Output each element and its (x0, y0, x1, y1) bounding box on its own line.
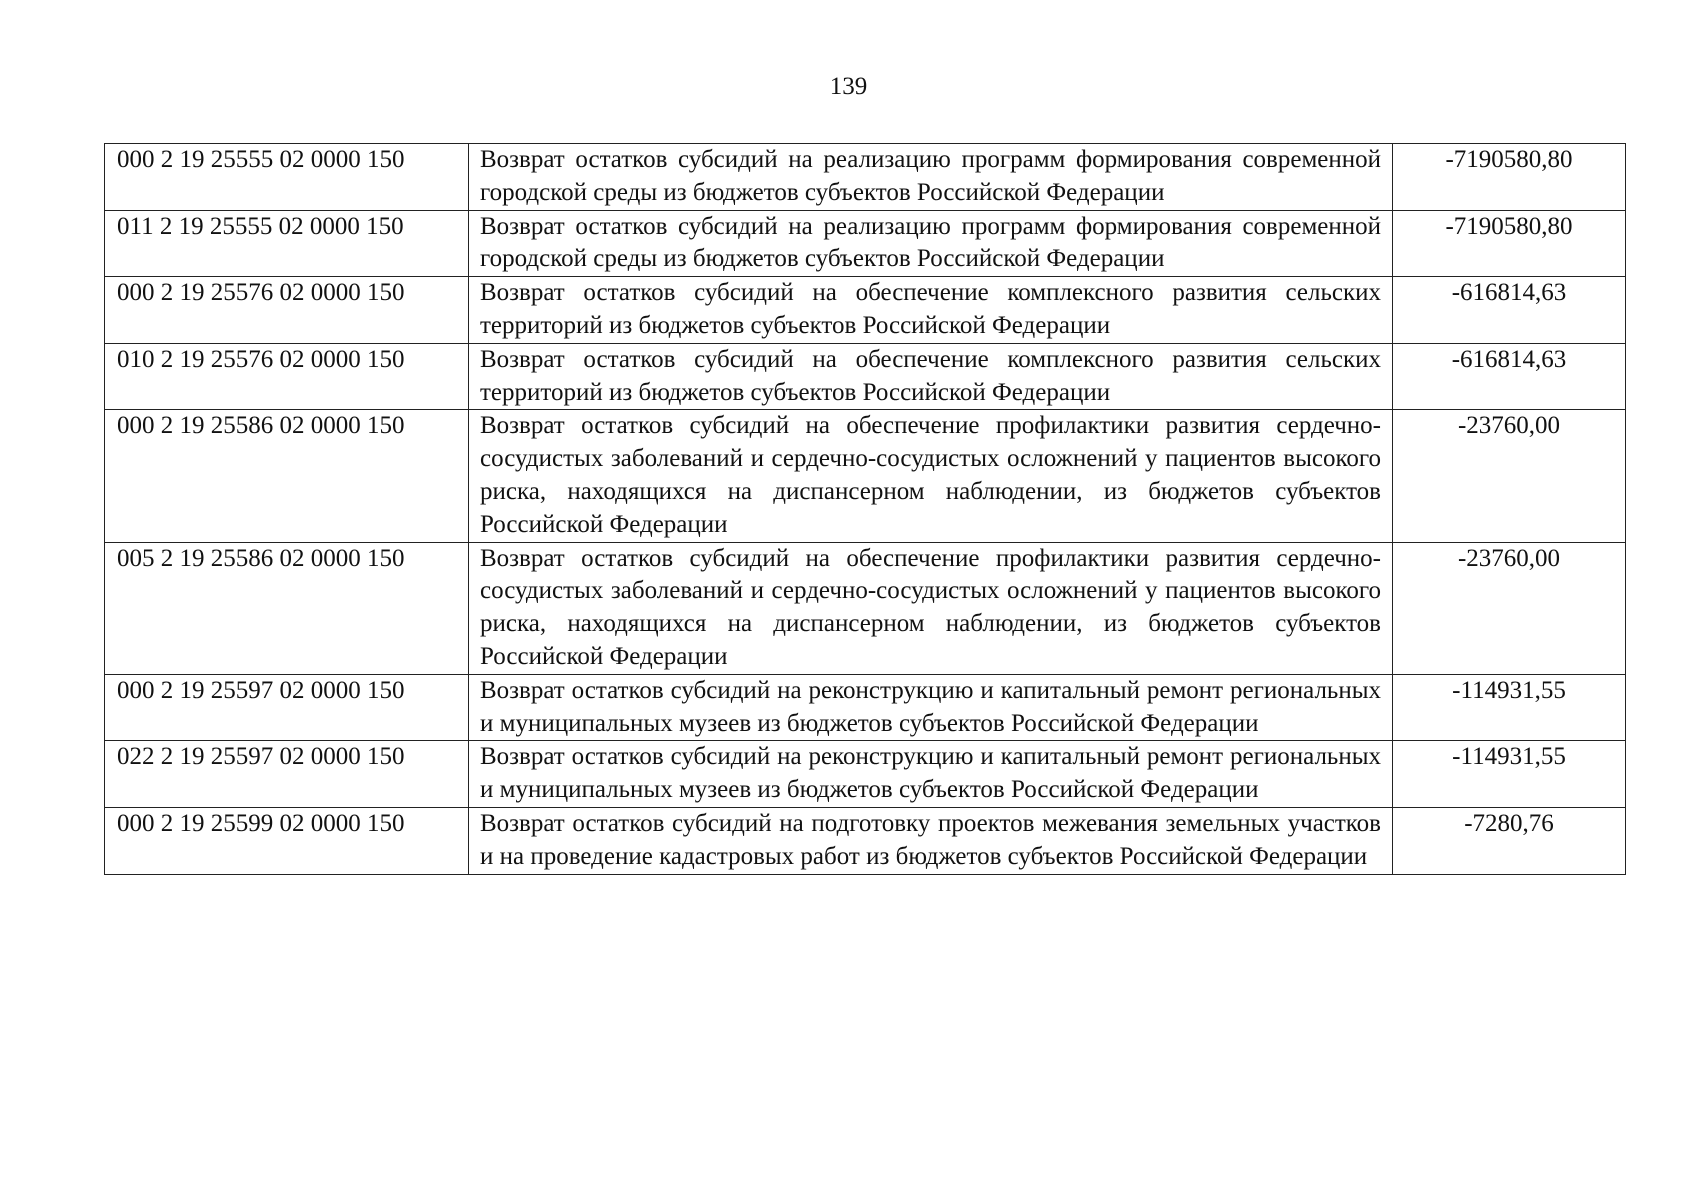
table-row (105, 674, 1626, 741)
amount-cell: -7280,76 (1393, 807, 1626, 874)
amount-cell: -114931,55 (1393, 674, 1626, 741)
table-row (105, 410, 1626, 542)
budget-code-cell: 011 2 19 25555 02 0000 150 (105, 210, 469, 277)
description-cell: Возврат остатков субсидий на обеспечение комплексного развития сельских территорий из бюджетов субъектов Российской Федерации (469, 343, 1393, 410)
budget-code-cell: 000 2 19 25576 02 0000 150 (105, 277, 469, 344)
description-cell: Возврат остатков субсидий на реконструкцию и капитальный ремонт региональных и муниципальных музеев из бюджетов субъектов Российской Федерации (469, 741, 1393, 808)
amount-cell: -23760,00 (1393, 410, 1626, 542)
table-row (105, 807, 1626, 874)
amount-cell: -616814,63 (1393, 277, 1626, 344)
budget-code-cell: 005 2 19 25586 02 0000 150 (105, 542, 469, 674)
budget-code-table (104, 143, 1626, 875)
table-row (105, 343, 1626, 410)
budget-code-cell: 010 2 19 25576 02 0000 150 (105, 343, 469, 410)
description-cell: Возврат остатков субсидий на реконструкцию и капитальный ремонт региональных и муниципальных музеев из бюджетов субъектов Российской Федерации (469, 674, 1393, 741)
page-number: 139 (829, 73, 868, 100)
budget-code-cell: 000 2 19 25555 02 0000 150 (105, 144, 469, 211)
amount-cell: -7190580,80 (1393, 144, 1626, 211)
description-cell: Возврат остатков субсидий на обеспечение комплексного развития сельских территорий из бюджетов субъектов Российской Федерации (469, 277, 1393, 344)
table-row (105, 277, 1626, 344)
amount-cell: -23760,00 (1393, 542, 1626, 674)
budget-code-cell: 000 2 19 25586 02 0000 150 (105, 410, 469, 542)
table-row (105, 144, 1626, 211)
description-cell: Возврат остатков субсидий на реализацию программ формирования современной городской среды из бюджетов субъектов Российской Федерации (469, 210, 1393, 277)
table-row (105, 741, 1626, 808)
budget-code-cell: 022 2 19 25597 02 0000 150 (105, 741, 469, 808)
description-cell: Возврат остатков субсидий на обеспечение профилактики развития сердечно-сосудистых заболеваний и сердечно-сосудистых осложнений у пациентов высокого риска, находящихся на диспансерном наблюдении, из бюджетов субъектов Российской Федерации (469, 542, 1393, 674)
description-cell: Возврат остатков субсидий на подготовку проектов межевания земельных участков и на проведение кадастровых работ из бюджетов субъектов Российской Федерации (469, 807, 1393, 874)
budget-code-cell: 000 2 19 25599 02 0000 150 (105, 807, 469, 874)
table-row (105, 210, 1626, 277)
amount-cell: -7190580,80 (1393, 210, 1626, 277)
description-cell: Возврат остатков субсидий на обеспечение профилактики развития сердечно-сосудистых заболеваний и сердечно-сосудистых осложнений у пациентов высокого риска, находящихся на диспансерном наблюдении, из бюджетов субъектов Российской Федерации (469, 410, 1393, 542)
budget-code-cell: 000 2 19 25597 02 0000 150 (105, 674, 469, 741)
amount-cell: -114931,55 (1393, 741, 1626, 808)
description-cell: Возврат остатков субсидий на реализацию программ формирования современной городской среды из бюджетов субъектов Российской Федерации (469, 144, 1393, 211)
amount-cell: -616814,63 (1393, 343, 1626, 410)
table-row (105, 542, 1626, 674)
